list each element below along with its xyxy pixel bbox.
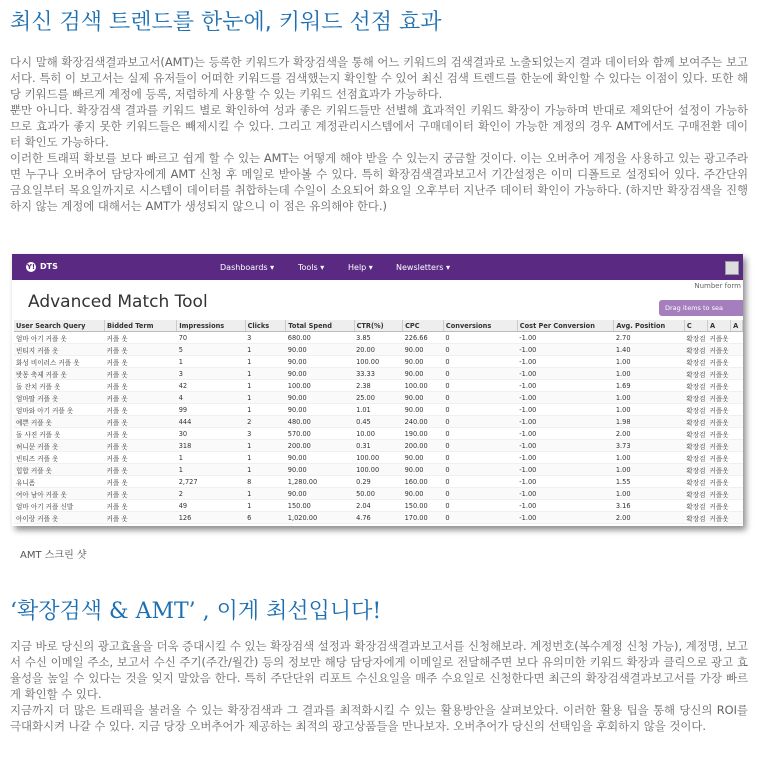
table-cell: 예쁜 커플 옷 <box>14 416 105 428</box>
number-format-label: Number form <box>694 282 741 290</box>
table-cell: 20.00 <box>354 344 403 356</box>
paragraph: 이러한 트래픽 확보를 보다 빠르고 쉽게 할 수 있는 AMT는 어떻게 해야 받을 수 있는지 궁금할 것이다. 이는 오버추어 계정을 사용하고 있는 광고주라면 누구나 오버추어 담당자에게 AMT 신청 후 메일로 받아볼 수 있다. 특히 확장검색결과보고서 기간설정은 이미 디폴트로 설정되어 있다. 주간단위 금요일부터 목요일까지로 시스템이 데이터를 취합하는데 수일이 소요되어 화요일 오후부터 지난주 데이터 확인이 가능하다. (하지만 확장검색을 진행하지 않는 계정에 대해서는 AMT가 생성되지 않으니 이 점은 유의해야 한다.) <box>10 151 748 213</box>
column-header[interactable]: Bidded Term <box>105 320 177 332</box>
column-header[interactable]: CTR(%) <box>354 320 403 332</box>
table-cell: 0.29 <box>354 476 403 488</box>
table-cell: 1.00 <box>614 368 685 380</box>
table-cell: 1 <box>177 356 245 368</box>
table-cell: 확장검 <box>684 404 707 416</box>
table-cell: -1.00 <box>517 356 614 368</box>
table-cell: 90.00 <box>403 404 444 416</box>
table-cell: 50.00 <box>354 488 403 500</box>
table-cell: 엄마딸 커플 옷 <box>14 392 105 404</box>
table-cell: 100.00 <box>354 356 403 368</box>
table-cell: -1.00 <box>517 476 614 488</box>
table-cell: 42 <box>177 380 245 392</box>
table-cell <box>731 512 743 524</box>
table-cell <box>731 488 743 500</box>
table-cell: 90.00 <box>286 392 354 404</box>
table-cell: 커플 옷 <box>105 380 177 392</box>
table-cell: 0 <box>443 344 517 356</box>
table-cell: 570.00 <box>286 428 354 440</box>
table-cell: 커플 옷 <box>105 332 177 344</box>
column-header[interactable]: CPC <box>403 320 444 332</box>
column-header[interactable]: User Search Query <box>14 320 105 332</box>
table-cell: 90.00 <box>403 464 444 476</box>
table-cell: 확장검 <box>684 464 707 476</box>
column-header[interactable]: Clicks <box>245 320 286 332</box>
table-cell: 커플 옷 <box>105 452 177 464</box>
table-cell: 1.00 <box>614 452 685 464</box>
closing-paragraphs <box>10 638 748 734</box>
table-cell: 2.38 <box>354 380 403 392</box>
table-cell: 유니폼 <box>14 476 105 488</box>
table-cell: 커플옷 <box>707 488 730 500</box>
table-cell: 1 <box>245 404 286 416</box>
table-cell: 커플 옷 <box>105 392 177 404</box>
table-cell: 1.55 <box>614 476 685 488</box>
table-cell: 엄마와 아기 커플 옷 <box>14 404 105 416</box>
table-cell: 100.00 <box>354 464 403 476</box>
table-cell: 확장검 <box>684 428 707 440</box>
table-cell: 3.16 <box>614 500 685 512</box>
table-row[interactable] <box>14 500 743 512</box>
table-cell: 밧몽 축제 커플 옷 <box>14 368 105 380</box>
table-cell <box>731 464 743 476</box>
table-cell: 3 <box>177 368 245 380</box>
menu-help[interactable]: Help ▾ <box>348 263 373 272</box>
table-cell: 확장검 <box>684 368 707 380</box>
table-cell: 10.00 <box>354 428 403 440</box>
table-cell: 0 <box>443 464 517 476</box>
table-cell: 1.98 <box>614 416 685 428</box>
table-cell: 5 <box>177 344 245 356</box>
table-cell: 확장검 <box>684 452 707 464</box>
table-cell: 커플옷 <box>707 440 730 452</box>
table-cell: 318 <box>177 440 245 452</box>
table-cell: -1.00 <box>517 464 614 476</box>
table-cell: 226.66 <box>403 332 444 344</box>
table-cell: 1.00 <box>614 392 685 404</box>
table-cell: 126 <box>177 512 245 524</box>
top-nav-bar <box>12 254 743 280</box>
table-cell: 0 <box>443 368 517 380</box>
table-cell: 6 <box>245 512 286 524</box>
paragraph: 지금 바로 당신의 광고효율을 더욱 증대시킬 수 있는 확장검색 설정과 확장검색결과보고서를 신청해보라. 계정번호(복수계정 신청 가능), 계정명, 보고서 수신 이메일 주소, 보고서 수신 주기(주간/월간) 등의 정보만 해당 담당자에게 이메일로 전달해주면 보다 유의미한 키워드 확장과 클릭으로 광고 효율성을 높일 수 있다는 것을 잊지 말았음 한다. 특히 주단단위 리포트 수신요일을 매주 수요일로 신청한다면 최근의 확장검색결과보고서를 가장 빠르게 확인할 수 있다. <box>10 639 748 701</box>
column-header[interactable]: A <box>707 320 730 332</box>
table-cell: 1.00 <box>614 488 685 500</box>
table-cell: -1.00 <box>517 332 614 344</box>
table-cell: 커플 옷 <box>105 476 177 488</box>
table-cell: 0 <box>443 356 517 368</box>
table-cell: 커플 옷 <box>105 356 177 368</box>
table-cell: 커플옷 <box>707 356 730 368</box>
table-row[interactable] <box>14 380 743 392</box>
table-cell: 커플 옷 <box>105 404 177 416</box>
table-cell: 커플 옷 <box>105 488 177 500</box>
table-cell: 99 <box>177 404 245 416</box>
table-cell: -1.00 <box>517 452 614 464</box>
table-row[interactable] <box>14 344 743 356</box>
table-cell: 1.40 <box>614 344 685 356</box>
column-header[interactable]: A <box>731 320 743 332</box>
table-cell: 1 <box>245 368 286 380</box>
amt-data-table <box>14 320 743 524</box>
table-cell: 커플옷 <box>707 332 730 344</box>
table-cell: 화성 비이러스 커플 옷 <box>14 356 105 368</box>
table-row[interactable] <box>14 416 743 428</box>
table-cell: 1,280.00 <box>286 476 354 488</box>
table-cell: 0 <box>443 332 517 344</box>
table-cell <box>731 452 743 464</box>
table-cell: 0 <box>443 416 517 428</box>
menu-tools[interactable]: Tools ▾ <box>298 263 325 272</box>
table-cell: 100.00 <box>403 380 444 392</box>
table-cell: 커플옷 <box>707 452 730 464</box>
menu-newsletters[interactable]: Newsletters ▾ <box>396 263 450 272</box>
table-cell: -1.00 <box>517 404 614 416</box>
table-cell: 커플옷 <box>707 392 730 404</box>
table-cell: -1.00 <box>517 368 614 380</box>
table-cell: 커플 옷 <box>105 344 177 356</box>
table-cell: 돌 잔치 커플 옷 <box>14 380 105 392</box>
table-cell: 90.00 <box>403 344 444 356</box>
table-cell: 2.00 <box>614 512 685 524</box>
dts-logo <box>26 262 58 272</box>
table-cell: 170.00 <box>403 512 444 524</box>
table-cell: -1.00 <box>517 428 614 440</box>
table-cell: 1.69 <box>614 380 685 392</box>
table-cell <box>731 344 743 356</box>
table-cell: 1.00 <box>614 464 685 476</box>
paragraph: 다시 말해 확장검색결과보고서(AMT)는 등록한 키워드가 확장검색을 통해 어느 키워드의 검색결과로 노출되었는지 결과 데이터와 함께 보여주는 보고서다. 특히 이 보고서는 실제 유저들이 어떠한 키워드를 검색했는지 확인할 수 있어 최신 검색 트렌드를 한눈에 확인할 수 있다는 이점이 있다. 또한 해당 키워드를 빠르게 계정에 등록, 저렴하게 사용할 수 있는 키워드 선점효과가 가능하다. <box>10 55 748 101</box>
table-cell: 커플 옷 <box>105 440 177 452</box>
table-cell: 확장검 <box>684 332 707 344</box>
table-cell: 확장검 <box>684 380 707 392</box>
table-cell: 0.45 <box>354 416 403 428</box>
table-cell: 커플옷 <box>707 500 730 512</box>
table-cell: 1 <box>245 500 286 512</box>
table-row[interactable] <box>14 440 743 452</box>
table-cell: 680.00 <box>286 332 354 344</box>
table-cell: 1 <box>245 452 286 464</box>
table-cell: 90.00 <box>286 452 354 464</box>
table-row[interactable] <box>14 476 743 488</box>
table-cell: 0 <box>443 452 517 464</box>
table-cell <box>731 500 743 512</box>
table-cell: 여아 남아 커플 옷 <box>14 488 105 500</box>
table-cell: 90.00 <box>403 368 444 380</box>
table-cell: 1 <box>245 356 286 368</box>
table-cell: 1.01 <box>354 404 403 416</box>
table-cell: 커플 옷 <box>105 500 177 512</box>
table-cell: 444 <box>177 416 245 428</box>
table-cell: 커플옷 <box>707 404 730 416</box>
table-cell: -1.00 <box>517 380 614 392</box>
table-cell: 90.00 <box>403 392 444 404</box>
table-cell: 8 <box>245 476 286 488</box>
table-cell: 커플옷 <box>707 512 730 524</box>
table-cell: 커플옷 <box>707 476 730 488</box>
table-cell: 확장검 <box>684 356 707 368</box>
table-cell: 힙합 커플 옷 <box>14 464 105 476</box>
screenshot-caption: AMT 스크린 샷 <box>20 550 87 561</box>
window-icon[interactable] <box>725 261 739 275</box>
table-cell: 0 <box>443 500 517 512</box>
table-cell: -1.00 <box>517 416 614 428</box>
table-cell: 허니문 커플 옷 <box>14 440 105 452</box>
table-cell: -1.00 <box>517 392 614 404</box>
table-cell: -1.00 <box>517 500 614 512</box>
table-row[interactable] <box>14 332 743 344</box>
table-cell: 200.00 <box>286 440 354 452</box>
table-cell: 확장검 <box>684 392 707 404</box>
table-cell: 0 <box>443 488 517 500</box>
section-heading-2: ‘확장검색 & AMT’ , 이게 최선입니다! <box>10 599 382 624</box>
column-header[interactable]: Avg. Position <box>614 320 685 332</box>
table-cell: 100.00 <box>354 452 403 464</box>
table-row[interactable] <box>14 392 743 404</box>
table-cell: 확장검 <box>684 344 707 356</box>
column-header[interactable]: Total Spend <box>286 320 354 332</box>
table-row[interactable] <box>14 464 743 476</box>
table-cell: 160.00 <box>403 476 444 488</box>
table-cell: 3.85 <box>354 332 403 344</box>
column-header[interactable]: C <box>684 320 707 332</box>
table-cell: 커플옷 <box>707 380 730 392</box>
table-cell: 커플 옷 <box>105 428 177 440</box>
table-cell: 1,020.00 <box>286 512 354 524</box>
table-cell: 190.00 <box>403 428 444 440</box>
table-cell: 확장검 <box>684 488 707 500</box>
table-cell: 90.00 <box>286 344 354 356</box>
column-header[interactable]: Cost Per Conversion <box>517 320 614 332</box>
table-cell: 90.00 <box>403 356 444 368</box>
table-cell: 90.00 <box>403 488 444 500</box>
table-cell <box>731 368 743 380</box>
table-cell <box>731 356 743 368</box>
table-cell: 돌 사진 커플 옷 <box>14 428 105 440</box>
table-cell: 480.00 <box>286 416 354 428</box>
table-cell: 3 <box>245 428 286 440</box>
table-cell: -1.00 <box>517 512 614 524</box>
table-cell <box>731 392 743 404</box>
table-cell: 0 <box>443 512 517 524</box>
table-cell: 1 <box>245 464 286 476</box>
table-cell: 90.00 <box>403 452 444 464</box>
table-cell: 1 <box>245 344 286 356</box>
table-cell: 70 <box>177 332 245 344</box>
table-cell: 엄마 아기 커플 옷 <box>14 332 105 344</box>
table-cell: 150.00 <box>403 500 444 512</box>
table-cell: 1.00 <box>614 356 685 368</box>
table-cell: 90.00 <box>286 356 354 368</box>
table-cell: 0 <box>443 392 517 404</box>
table-cell: 33.33 <box>354 368 403 380</box>
table-cell: 3 <box>245 332 286 344</box>
table-cell: 25.00 <box>354 392 403 404</box>
column-header[interactable]: Conversions <box>443 320 517 332</box>
amt-screenshot <box>12 254 743 526</box>
table-cell: 0 <box>443 404 517 416</box>
table-cell: 240.00 <box>403 416 444 428</box>
table-cell: 3.73 <box>614 440 685 452</box>
table-cell: 엄마 아기 커플 신발 <box>14 500 105 512</box>
table-cell: 200.00 <box>403 440 444 452</box>
table-row[interactable] <box>14 512 743 524</box>
table-cell: 확장검 <box>684 500 707 512</box>
table-cell: 2 <box>177 488 245 500</box>
table-cell: 확장검 <box>684 512 707 524</box>
table-cell: 1 <box>177 452 245 464</box>
table-cell: 90.00 <box>286 488 354 500</box>
table-cell: 90.00 <box>286 368 354 380</box>
table-row[interactable] <box>14 452 743 464</box>
table-cell: 커플옷 <box>707 416 730 428</box>
table-cell: 1 <box>245 488 286 500</box>
table-row[interactable] <box>14 404 743 416</box>
column-header[interactable]: Impressions <box>177 320 245 332</box>
table-cell <box>731 416 743 428</box>
table-cell: 100.00 <box>286 380 354 392</box>
table-cell: 0 <box>443 440 517 452</box>
table-cell: 1.00 <box>614 404 685 416</box>
table-cell: 빈티즈 커플 옷 <box>14 452 105 464</box>
table-cell: 1 <box>177 464 245 476</box>
table-cell: 1 <box>245 440 286 452</box>
paragraph: 지금까지 더 많은 트래픽을 불러올 수 있는 확장검색과 그 결과를 최적화시킬 수 있는 활용방안을 살펴보았다. 이러한 활용 팁을 통해 당신의 ROI를 극대화시켜 나갈 수 있다. 지금 당장 오버추어가 제공하는 최적의 광고상품들을 만나보자. 오버추어가 당신의 선택임을 후회하지 않을 것이다. <box>10 703 748 733</box>
table-cell <box>731 380 743 392</box>
table-cell: -1.00 <box>517 488 614 500</box>
table-cell: 90.00 <box>286 464 354 476</box>
table-cell: 커플옷 <box>707 344 730 356</box>
yahoo-logo-icon: Y! <box>26 263 36 271</box>
table-cell <box>731 428 743 440</box>
table-cell: 커플 옷 <box>105 416 177 428</box>
table-cell: 커플옷 <box>707 464 730 476</box>
table-cell: 1 <box>245 392 286 404</box>
table-cell: 0 <box>443 380 517 392</box>
table-cell: 아이랑 커플 옷 <box>14 512 105 524</box>
table-cell: 49 <box>177 500 245 512</box>
table-cell: 4 <box>177 392 245 404</box>
table-cell: 커플 옷 <box>105 512 177 524</box>
table-cell: 0 <box>443 428 517 440</box>
table-cell: 커플 옷 <box>105 464 177 476</box>
menu-dashboards[interactable]: Dashboards ▾ <box>220 263 275 272</box>
table-row[interactable] <box>14 488 743 500</box>
intro-paragraphs <box>10 54 748 214</box>
table-cell <box>731 332 743 344</box>
table-cell: -1.00 <box>517 440 614 452</box>
table-cell: 30 <box>177 428 245 440</box>
table-cell: 2.04 <box>354 500 403 512</box>
table-cell: -1.00 <box>517 344 614 356</box>
paragraph: 뿐만 아니다. 확장검색 결과를 키워드 별로 확인하여 성과 좋은 키워드들만 선별해 효과적인 키워드 확장이 가능하며 반대로 제외단어 설정이 가능하므로 효과가 좋지 못한 키워드들은 빼제시킬 수 있다. 그리고 계정관리시스템에서 구매데이터 확인이 가능한 계정의 경우 AMT에서도 구매전환 데이터 확인도 가능하다. <box>10 103 748 149</box>
table-cell: 확장검 <box>684 416 707 428</box>
table-cell: 0.31 <box>354 440 403 452</box>
section-heading: 최신 검색 트렌드를 한눈에, 키워드 선점 효과 <box>10 10 442 35</box>
table-cell: 2,727 <box>177 476 245 488</box>
table-cell: 0 <box>443 476 517 488</box>
table-cell: 2.70 <box>614 332 685 344</box>
table-cell: 2.00 <box>614 428 685 440</box>
table-cell <box>731 440 743 452</box>
tool-title: Advanced Match Tool <box>28 292 208 312</box>
table-cell: 150.00 <box>286 500 354 512</box>
table-cell: 90.00 <box>286 404 354 416</box>
table-cell: 확장검 <box>684 476 707 488</box>
table-cell: 커플옷 <box>707 428 730 440</box>
table-cell: 4.76 <box>354 512 403 524</box>
logo-text: DTS <box>40 262 58 271</box>
table-cell <box>731 476 743 488</box>
table-row[interactable] <box>14 428 743 440</box>
drag-items-bar[interactable]: Drag items to sea <box>659 300 743 316</box>
table-cell: 확장검 <box>684 440 707 452</box>
table-cell <box>731 404 743 416</box>
table-cell: 커플 옷 <box>105 368 177 380</box>
table-cell: 1 <box>245 380 286 392</box>
table-row[interactable] <box>14 356 743 368</box>
table-cell: 커플옷 <box>707 368 730 380</box>
table-row[interactable] <box>14 368 743 380</box>
table-cell: 빈티지 커플 옷 <box>14 344 105 356</box>
table-cell: 2 <box>245 416 286 428</box>
